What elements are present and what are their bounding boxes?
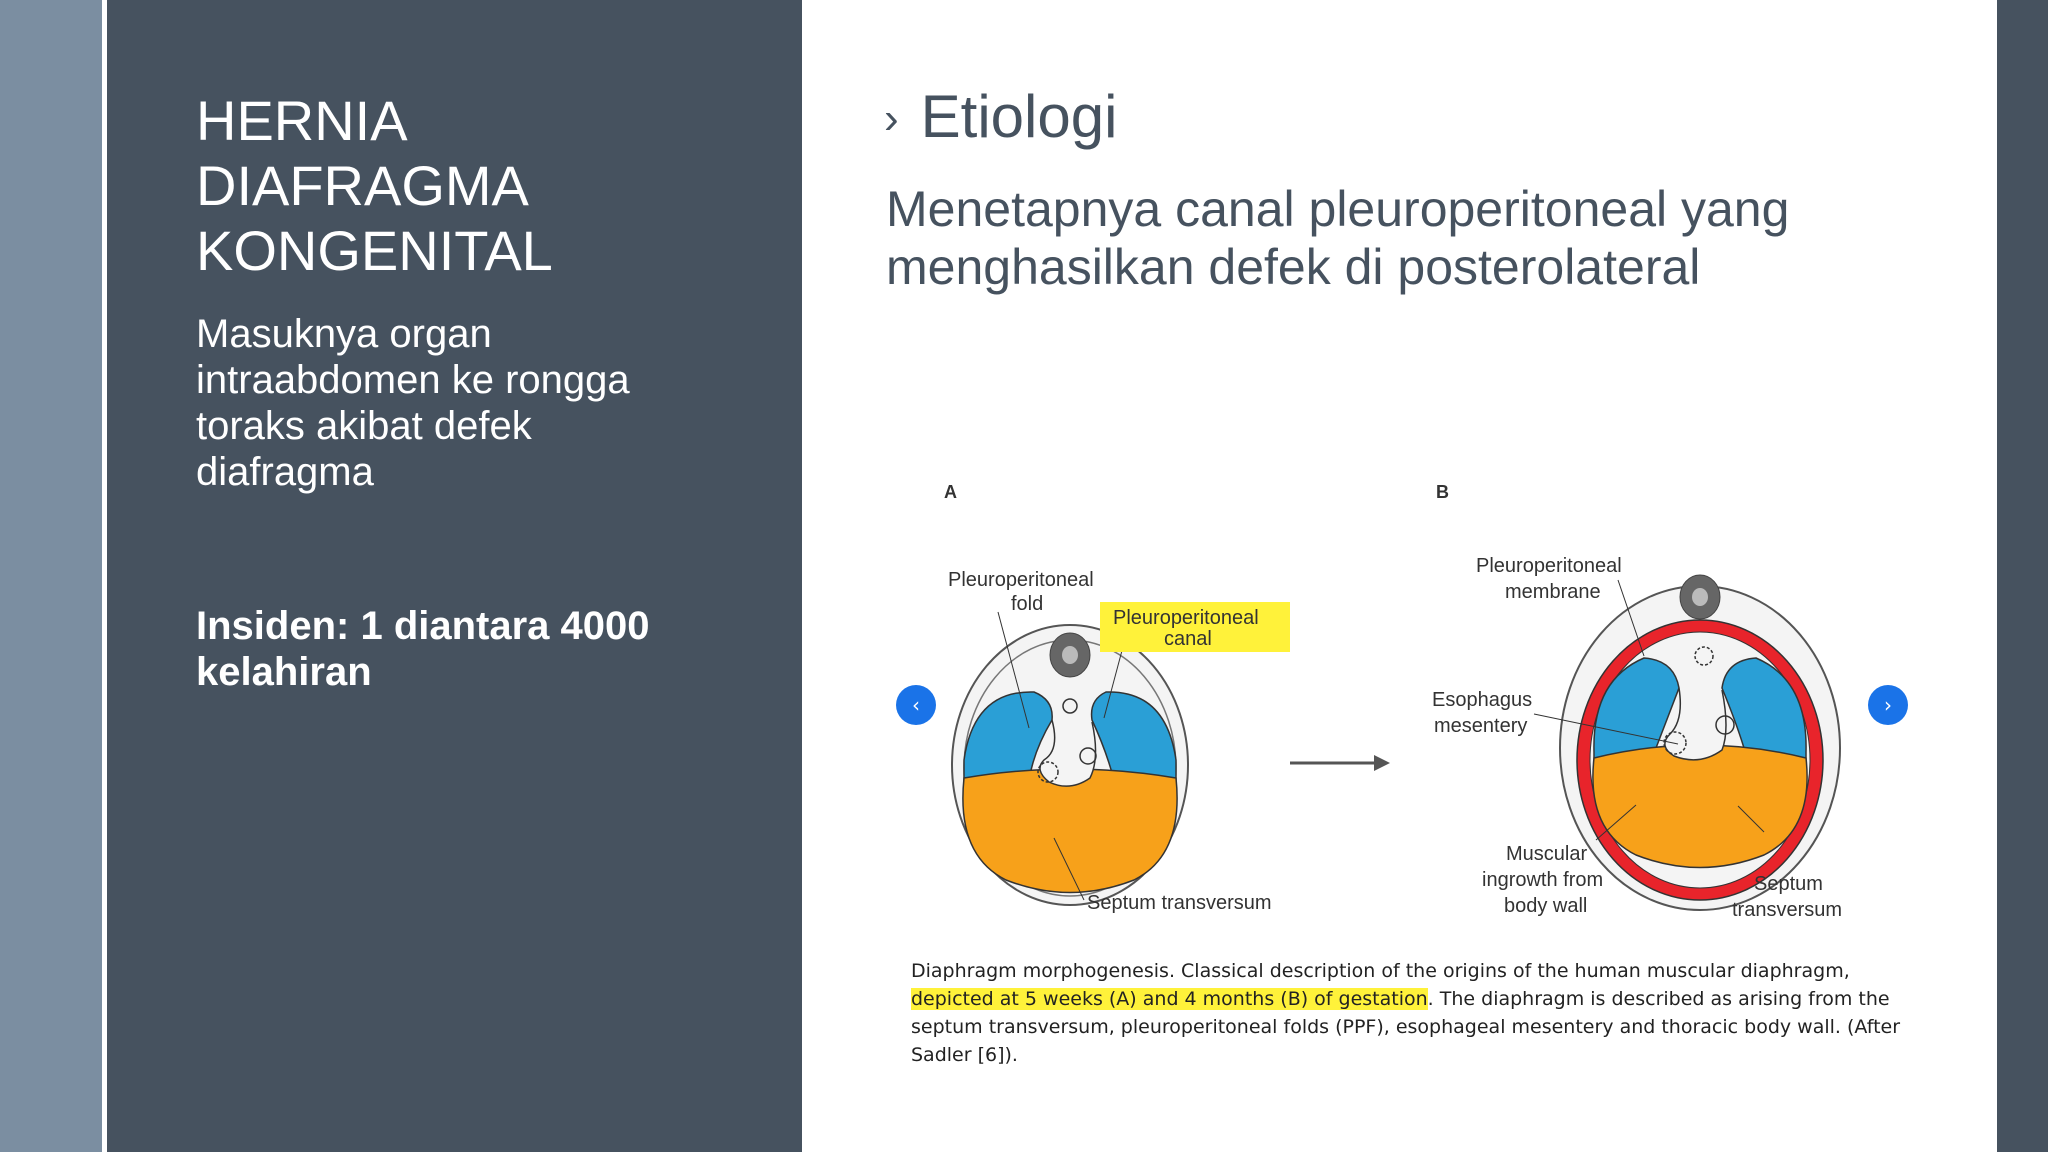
b-membrane-label: membrane	[1505, 581, 1601, 603]
etiology-description: Menetapnya canal pleuroperitoneal yang menghasilkan defek di posterolateral	[886, 181, 1790, 295]
title-line: KONGENITAL	[196, 219, 553, 282]
slide-title	[196, 88, 756, 283]
b-muscular-label: body wall	[1504, 895, 1588, 917]
figure-caption	[911, 957, 1911, 1069]
title-line: HERNIA	[196, 89, 408, 152]
diaphragm-illustration	[884, 460, 1924, 950]
panel-a-label: A	[944, 482, 957, 502]
diaphragm-figure	[884, 460, 1924, 950]
slide-subtitle: Masuknya organ intraabdomen ke rongga toraks akibat defek diafragma	[196, 312, 630, 494]
bullet-chevron-icon: ›	[884, 94, 899, 143]
incidence-text: Insiden: 1 diantara 4000 kelahiran	[196, 604, 650, 694]
caption-text: Diaphragm morphogenesis. Classical description of the origins of the human muscular diaphragm,	[911, 960, 1850, 982]
caption-text: . The diaphragm is described as arising from the septum transversum, pleuroperitoneal folds (PPF), esophageal mesentery and thoracic body wall. (After Sadler [6]).	[911, 988, 1901, 1066]
right-accent-strip	[1997, 0, 2048, 1152]
b-membrane-label: Pleuroperitoneal	[1476, 555, 1622, 577]
b-esophagus-label: mesentery	[1434, 715, 1528, 737]
a-fold-label: Pleuroperitoneal	[948, 569, 1094, 591]
b-septum-label: transversum	[1732, 899, 1843, 921]
chevron-right-icon: ›	[1884, 693, 1892, 717]
a-canal-label: canal	[1164, 628, 1212, 650]
b-esophagus-label: Esophagus	[1432, 689, 1533, 711]
b-septum-label: Septum	[1754, 873, 1823, 895]
b-muscular-label: ingrowth from	[1482, 869, 1604, 891]
development-arrow-icon	[1290, 755, 1390, 771]
b-muscular-label: Muscular	[1506, 843, 1588, 865]
a-septum-label: Septum transversum	[1087, 892, 1272, 914]
title-line: DIAFRAGMA	[196, 154, 529, 217]
next-image-button[interactable]	[1868, 685, 1908, 725]
a-canal-label: Pleuroperitoneal	[1113, 607, 1259, 629]
panel-b-diagram	[1432, 555, 1842, 921]
chevron-left-icon: ‹	[912, 693, 920, 717]
heading-text: Etiologi	[920, 83, 1118, 150]
previous-image-button[interactable]	[896, 685, 936, 725]
caption-highlight: depicted at 5 weeks (A) and 4 months (B) of gestation	[911, 988, 1428, 1010]
left-accent-strip	[0, 0, 102, 1152]
panel-b-label: B	[1436, 482, 1449, 502]
etiologi-heading	[884, 82, 1117, 152]
a-fold-label: fold	[1011, 593, 1044, 615]
panel-a-diagram	[948, 569, 1290, 914]
